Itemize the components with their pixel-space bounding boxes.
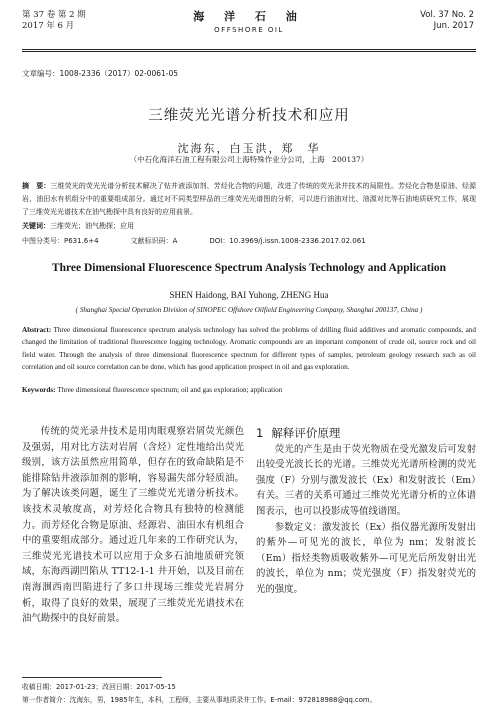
abstract-cn-text: 三维荧光的荧光光谱分析技术解决了钻井液添加剂、芳烃化合物的问题，改进了传统的荧光录井技术的局限性。芳烃化合物是原油、烃源岩、油田水有机组分中的重要组成部分。通过对不同类型样品的三维荧光光谱图的分析，可以进行油油对比、油源对比等石油地质研究工作，展现了三维荧光光谱技术在油气勘探中具有良好的应用前景。 <box>22 182 477 216</box>
keywords-en-text: Three dimensional fluorescence spectrum; oil and gas exploration; application <box>57 386 283 394</box>
abstract-en-label: Abstract: <box>22 326 52 334</box>
title-en: Three Dimensional Fluorescence Spectrum Analysis Technology and Application <box>51 262 447 274</box>
article-number: 文章编号：1008-2336（2017）02-0061-05 <box>22 69 179 78</box>
authors-en: SHEN Haidong, BAI Yuhong, ZHENG Hua <box>169 290 329 300</box>
section-heading <box>256 426 476 442</box>
body-paragraph: 荧光的产生是由于荧光物质在受光激发后可发射出较受光波长长的光谱。三维荧光光谱所检测的荧光强度（F）分别与激发波长（Ex）和发射波长（Em）有关。三者的关系可通过三维荧光光谱分析的立体谱图表示，也可以投影成等值线谱图。 <box>256 443 476 517</box>
footnote-received: 收稿日期：2017-01-23；改回日期：2017-05-15 <box>22 683 176 691</box>
header-right <box>420 10 474 32</box>
abstract-cn <box>22 180 476 219</box>
affiliation-cn: （中石化海洋石油工程有限公司上海特殊作业分公司，上海 200137） <box>129 155 369 164</box>
abstract-en <box>22 324 476 374</box>
keywords-en-label: Keywords: <box>22 386 56 394</box>
body-left-column <box>22 424 244 627</box>
vol-issue-cn: 第 37 卷 第 2 期 <box>22 10 86 20</box>
document-code: 文献标识码：A <box>130 237 178 245</box>
keywords-cn-label: 关键词： <box>22 222 50 230</box>
section-number: 1 <box>256 426 264 440</box>
authors-cn: 沈海东，白玉洪，郑 华 <box>177 142 321 155</box>
abstract-cn-label: 摘 要： <box>22 182 51 190</box>
body-paragraph: 参数定义：激发波长（Ex）指仪器光源所发射出的紫外—可见光的波长，单位为 nm；发射波长（Em）指烃类物质吸收紫外—可见光后所发射出光的波长，单位为 nm；荧光强度（F）指发射荧光的光的强度。 <box>256 521 476 595</box>
abstract-en-text: Three dimensional fluorescence spectrum analysis technology has solved the problems of drilling fluid additives and aromatic compounds, and changed the limitation of traditional fluorescence logging technology. Aromatic compounds are an important component of crude oil, source rock and oil field water. Through the analysis of three dimensional fluorescence spectrum for different types of samples, petroleum geology research such as oil correlation and oil source correlation can be done, which has good application prospect in oil and gas exploration. <box>22 326 476 372</box>
date-cn: 2017 年 6 月 <box>22 21 75 31</box>
journal-name-cn: 海 洋 石 油 <box>193 10 305 23</box>
vol-issue-en: Vol. 37 No. 2 <box>420 10 474 20</box>
header-rule-2 <box>22 51 476 52</box>
header-rule <box>22 49 476 50</box>
title-cn: 三维荧光光谱分析技术和应用 <box>148 108 350 124</box>
body-right-column <box>256 426 476 598</box>
keywords-en <box>22 386 282 394</box>
footnote-author: 第一作者简介：沈海东，男，1985年生，本科，工程师，主要从事地质录井工作。E-mail：972818988@qq.com。 <box>22 696 377 704</box>
body-paragraph: 传统的荧光录井技术是用肉眼观察岩屑荧光颜色及强弱，用对比方法对岩屑（含烃）定性地给出荧光级别，该方法虽然应用简单，但存在的致命缺陷是不能排除钻井液添加剂的影响，容易漏失部分轻质油。为了解决该类问题，诞生了三维荧光光谱分析技术。该技术灵敏度高，对芳烃化合物具有独特的检测能力。而芳烃化合物是原油、烃源岩、油田水有机组合中的重要组成部分。通过近几年来的工作研究认为，三维荧光光谱技术可以应用于众多石油地质研究领域，东海西湖凹陷从 TT12-1-1 井开始，以及目前在南海涠西南凹陷进行了多口井现场三维荧光岩屑分析，取得了良好的效果，展现了三维荧光光谱技术在油气勘探中的良好前景。 <box>22 426 244 625</box>
keywords-cn <box>22 221 134 231</box>
clc-number: 中图分类号：P631.6+4 <box>22 237 99 245</box>
doi[interactable]: DOI：10.3969/j.issn.1008-2336.2017.02.061 <box>209 237 366 245</box>
keywords-cn-text: 三维荧光；油气勘探；应用 <box>50 222 134 230</box>
journal-name-en: OFFSHORE OIL <box>214 26 284 34</box>
date-en: Jun. 2017 <box>433 21 474 31</box>
footnote-rule <box>22 677 162 678</box>
section-title: 解释评价原理 <box>271 426 341 440</box>
affiliation-en: ( Shanghai Special Operation Division of SINOPEC Offshore Oilfield Engineering Company, Shanghai 200137, China ) <box>75 306 423 314</box>
classification-line <box>22 236 398 246</box>
